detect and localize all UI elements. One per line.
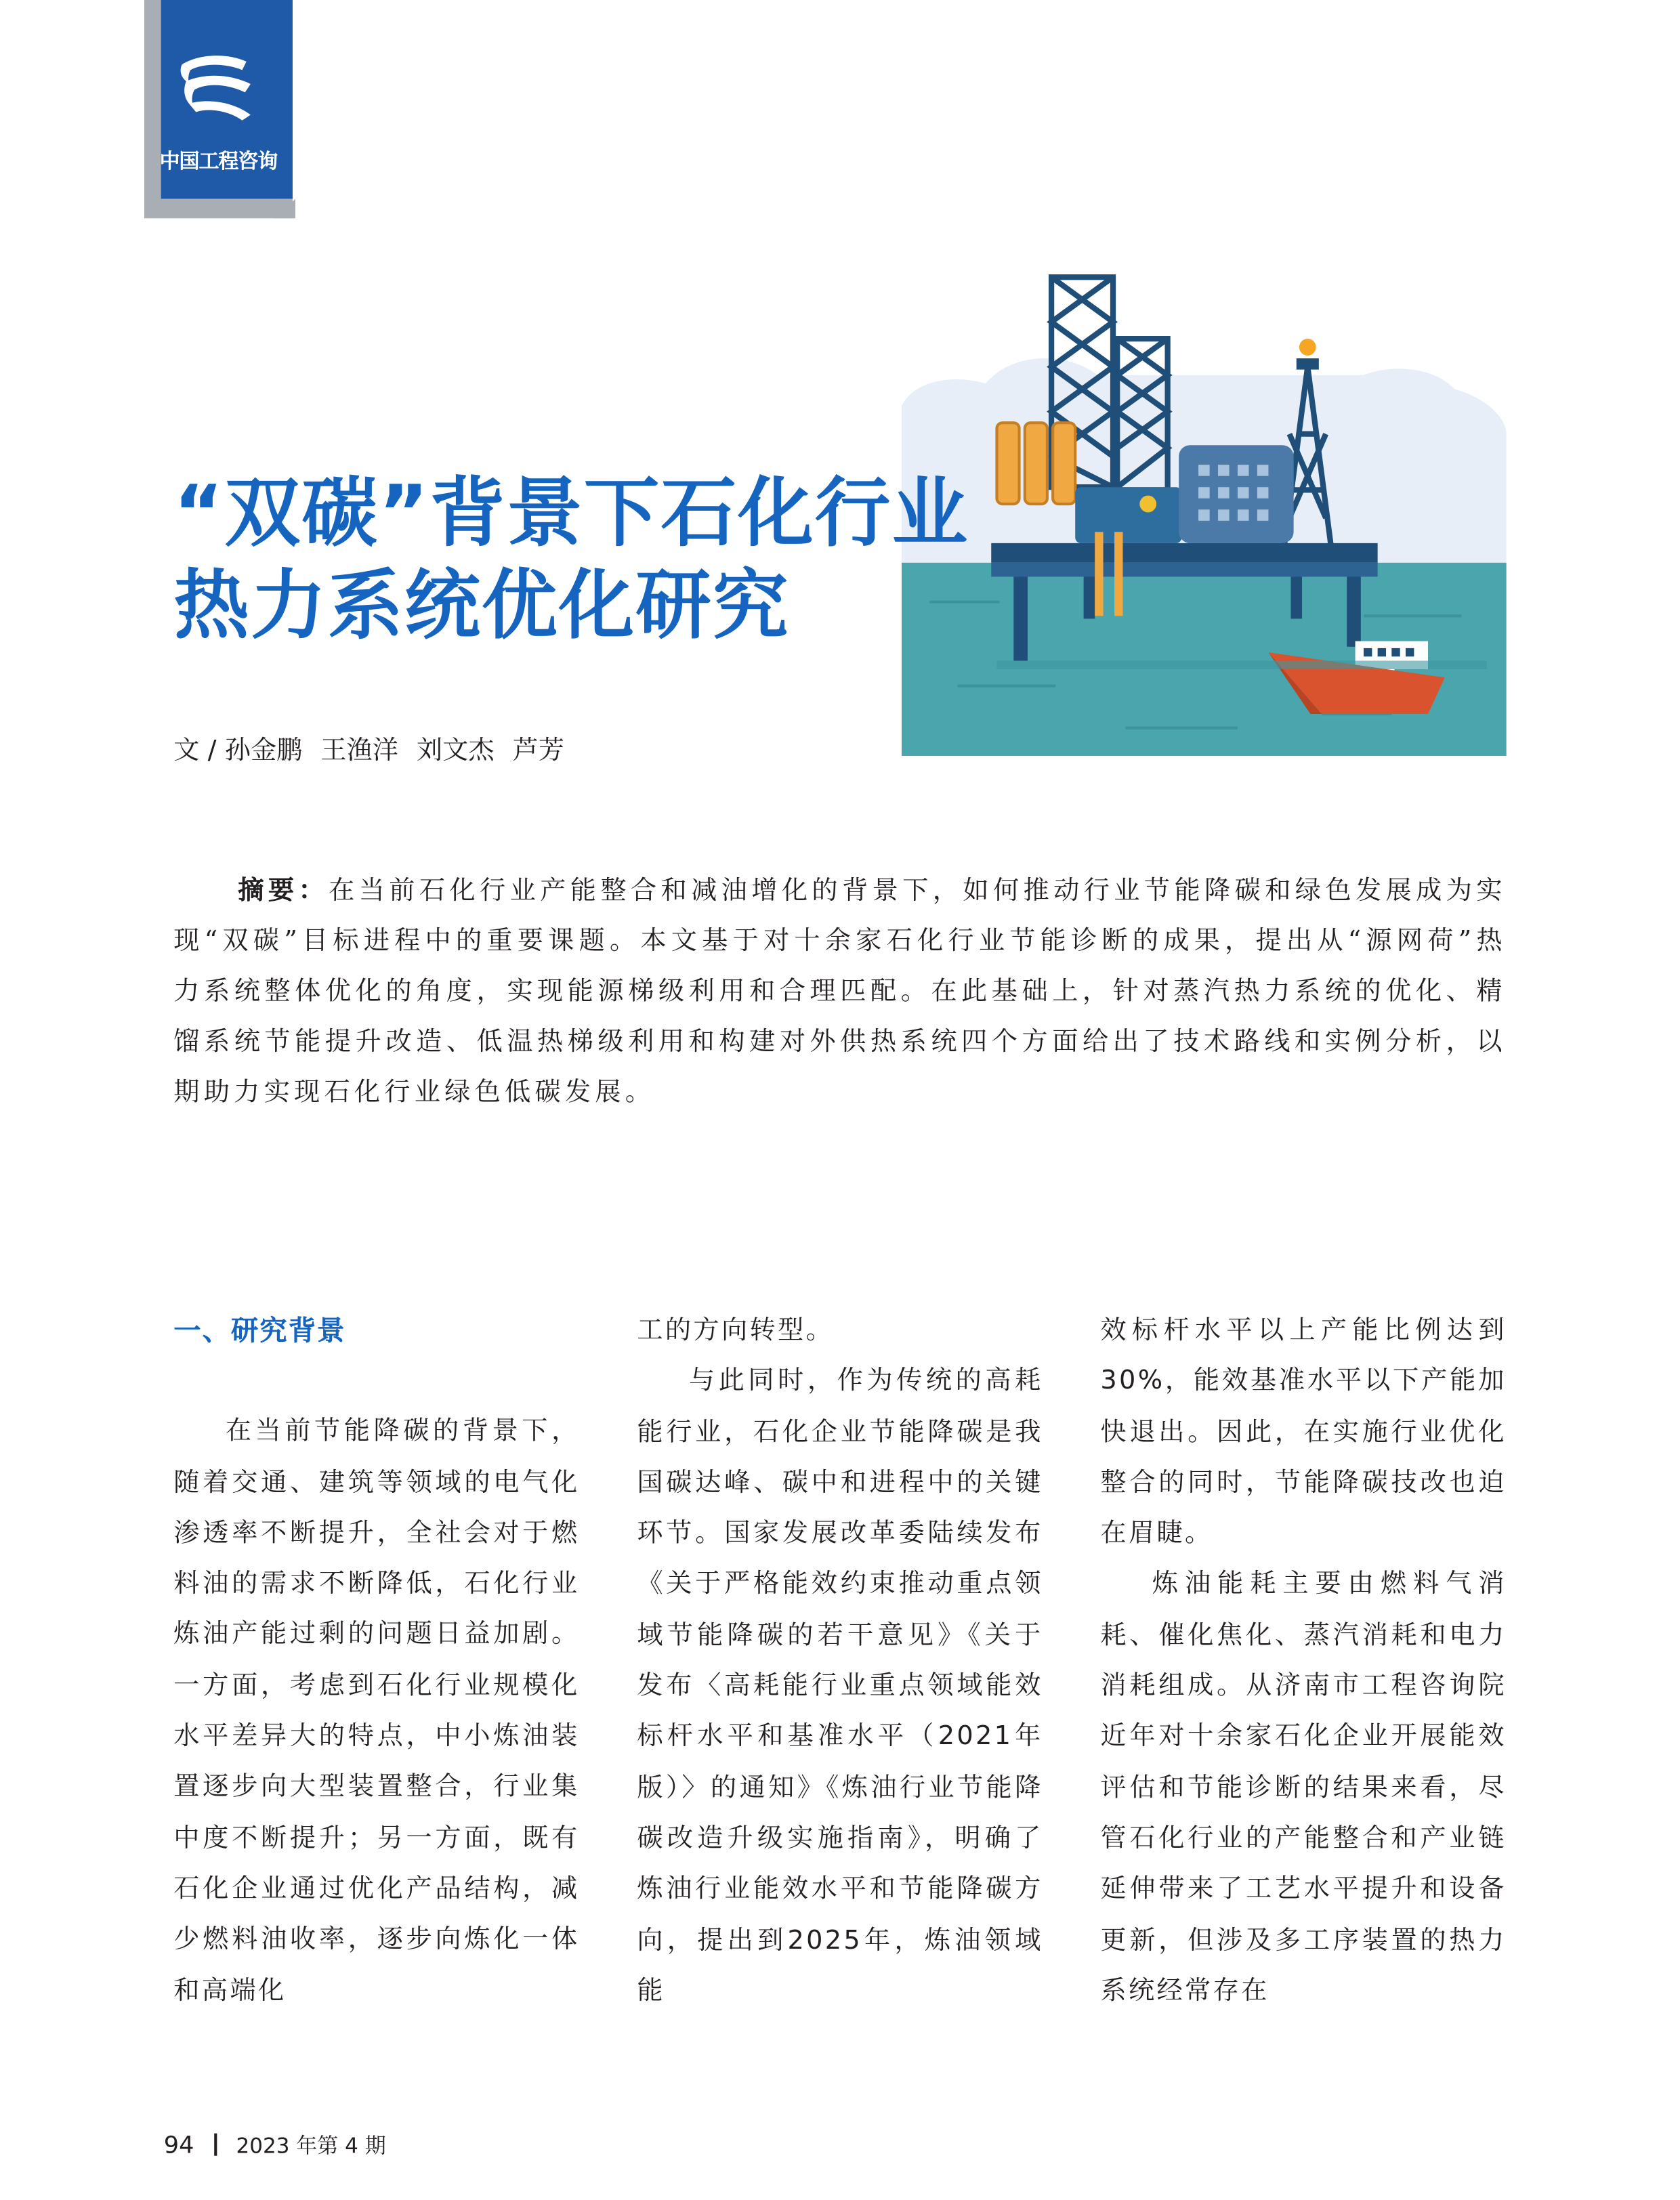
author-name: 芦芳	[512, 736, 565, 766]
body-paragraph: 炼油能耗主要由燃料气消耗、催化焦化、蒸汽消耗和电力消耗组成。从济南市工程咨询院近年对十余家石化企业开展能效评估和节能诊断的结果来看，尽管石化行业的产能整合和产业链延伸带来了工艺水平提升和设备更新，但涉及多工序装置的热力系统经常存在	[1100, 1569, 1507, 2006]
abstract	[173, 866, 1506, 1118]
article-title	[173, 467, 1181, 652]
footer-divider	[213, 2134, 216, 2156]
section-heading: 一、研究背景	[173, 1314, 346, 1347]
journal-name: 中国工程咨询	[159, 151, 278, 174]
byline	[173, 731, 583, 767]
author-name: 孙金鹏	[224, 736, 303, 766]
byline-prefix: 文 /	[173, 736, 225, 766]
body-paragraph: 效标杆水平以上产能比例达到30%，能效基准水平以下产能加快退出。因此，在实施行业优化整合的同时，节能降碳技改也迫在眉睫。	[1100, 1315, 1507, 1549]
page-number: 94	[163, 2132, 194, 2160]
journal-header-tab	[144, 0, 295, 218]
abstract-label: 摘要：	[238, 876, 329, 906]
body-paragraph: 工的方向转型。	[637, 1315, 835, 1346]
article-title-line1: “双碳”背景下石化行业	[173, 469, 969, 557]
body-paragraph: 在当前节能降碳的背景下，随着交通、建筑等领域的电气化渗透率不断提升，全社会对于燃料油的需求不断降低，石化行业炼油产能过剩的问题日益加剧。一方面，考虑到石化行业规模化水平差异大的特点，中小炼油装置逐步向大型装置整合，行业集中度不断提升；另一方面，既有石化企业通过优化产品结构，减少燃料油收率，逐步向炼化一体和高端化	[173, 1417, 580, 2006]
abstract-text: 在当前石化行业产能整合和减油增化的背景下，如何推动行业节能降碳和绿色发展成为实现“双碳”目标进程中的重要课题。本文基于对十余家石化行业节能诊断的成果，提出从“源网荷”热力系统整体优化的角度，实现能源梯级利用和合理匹配。在此基础上，针对蒸汽热力系统的优化、精馏系统节能提升改造、低温热梯级利用和构建对外供热系统四个方面给出了技术路线和实例分析，以期助力实现石化行业绿色低碳发展。	[173, 876, 1507, 1107]
issue-label: 2023 年第 4 期	[236, 2133, 386, 2159]
author-name: 王渔洋	[320, 736, 399, 766]
author-name: 刘文杰	[416, 736, 495, 766]
page-footer	[164, 2131, 386, 2160]
body-paragraph: 与此同时，作为传统的高耗能行业，石化企业节能降碳是我国碳达峰、碳中和进程中的关键环节。国家发展改革委陆续发布《关于严格能效约束推动重点领域节能降碳的若干意见》《关于发布〈高耗能行业重点领域能效标杆水平和基准水平（2021年版）〉的通知》《炼油行业节能降碳改造升级实施指南》，明确了炼油行业能效水平和节能降碳方向，提出到2025年，炼油领域能	[637, 1366, 1043, 2006]
article-title-line2: 热力系统优化研究	[173, 561, 790, 650]
body-column-3	[1100, 1306, 1506, 2017]
body-column-2	[637, 1306, 1043, 2017]
body-column-1	[173, 1306, 579, 2017]
